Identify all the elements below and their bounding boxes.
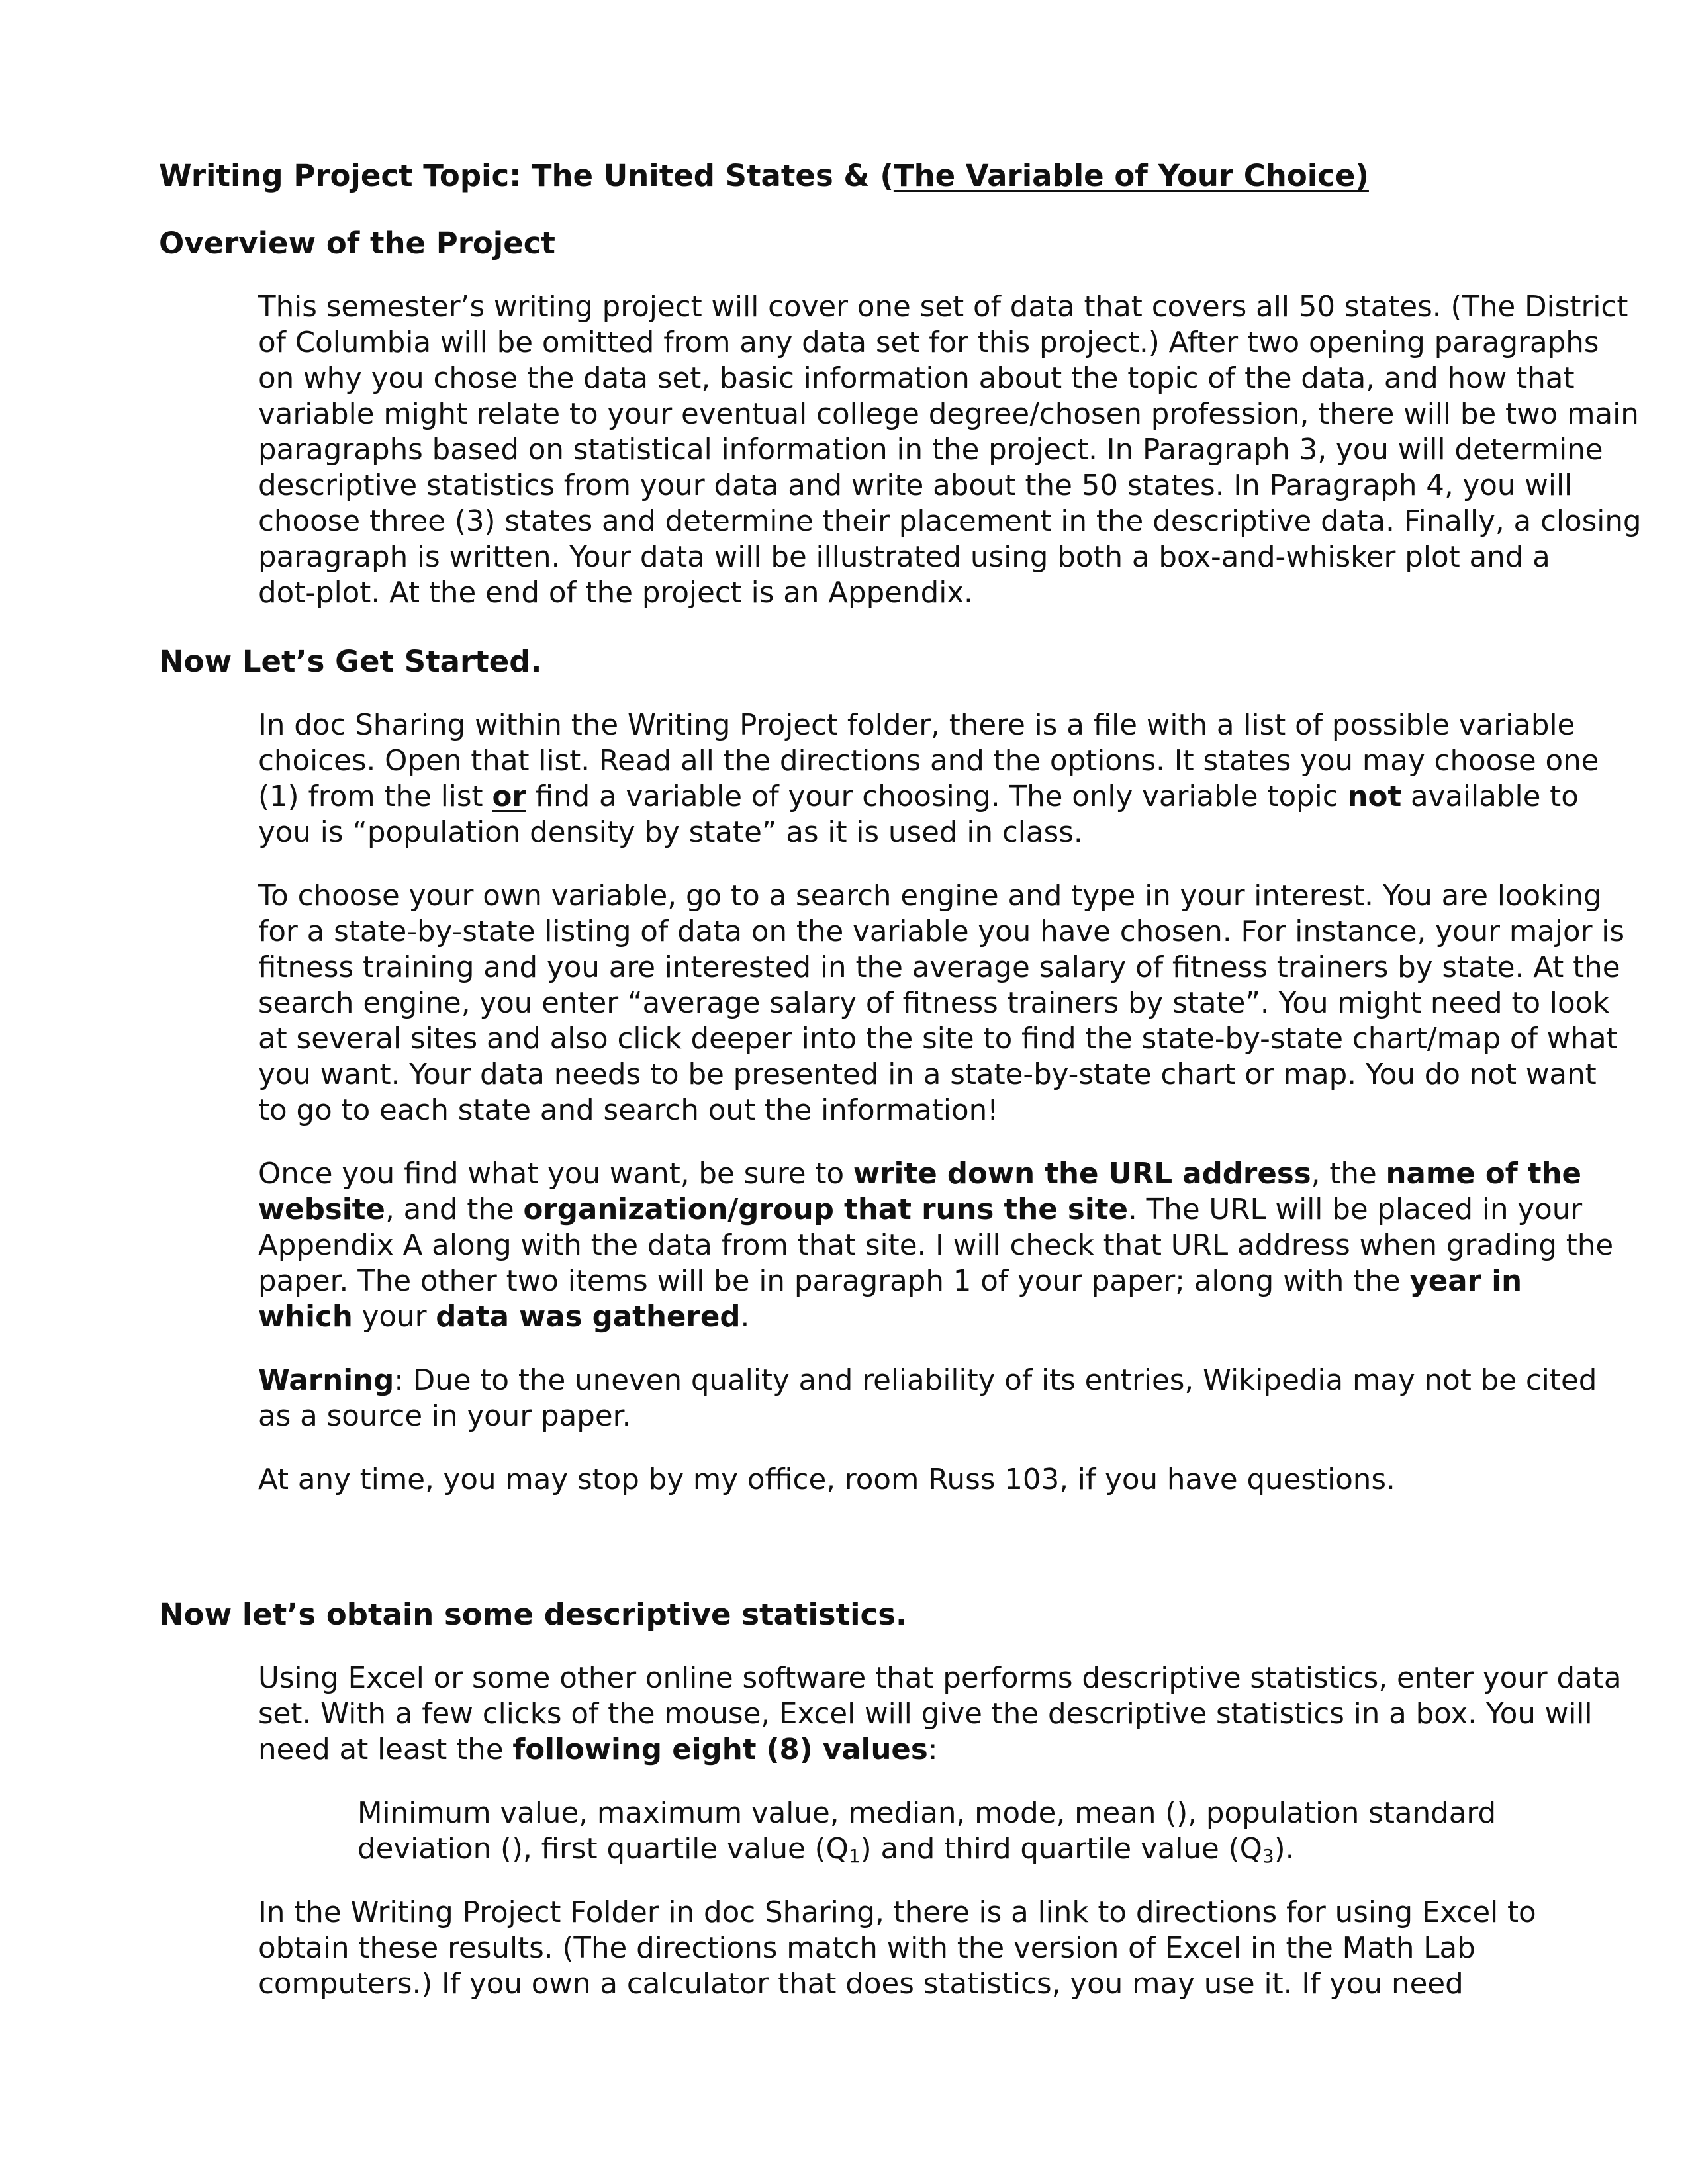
emphasis-org: organization/group that runs the site (523, 1193, 1129, 1226)
overview-line: of Columbia will be omitted from any data set for this project.) After two opening paragraphs (258, 326, 1599, 359)
stats-list-line: Minimum value, maximum value, median, mode, mean (), population standard (357, 1797, 1497, 1830)
warning-label: Warning (258, 1364, 395, 1397)
text-run: find a variable of your choosing. The only variable topic (526, 780, 1348, 813)
emphasis-url: write down the URL address (853, 1158, 1311, 1191)
warning-line: as a source in your paper. (258, 1400, 632, 1433)
started-p3-line (258, 1298, 749, 1336)
overview-line: on why you chose the data set, basic information about the topic of the data, and how that (258, 362, 1575, 395)
stats-p1-line (258, 1731, 937, 1768)
emphasis-eight-values: following eight (8) values (512, 1733, 928, 1766)
started-p1-line: you is “population density by state” as it is used in class. (258, 816, 1083, 849)
text-run: deviation (), first quartile value (Q (357, 1833, 849, 1866)
text-run: ) and third quartile value (Q (860, 1833, 1262, 1866)
q3-subscript: 3 (1262, 1845, 1274, 1867)
title-underlined: The Variable of Your Choice) (893, 158, 1369, 193)
overview-heading: Overview of the Project (159, 226, 555, 261)
started-p2-line: fitness training and you are interested in the average salary of fitness trainers by state. At the (258, 951, 1620, 984)
stats-list-line (357, 1831, 1294, 1868)
overview-line: paragraphs based on statistical information in the project. In Paragraph 3, you will determine (258, 433, 1603, 467)
stats-p2-line: In the Writing Project Folder in doc Sharing, there is a link to directions for using Excel to (258, 1896, 1536, 1929)
text-run: need at least the (258, 1733, 513, 1766)
q1-subscript: 1 (848, 1845, 861, 1867)
text-run: Once you find what you want, be sure to (258, 1158, 853, 1191)
emphasis-or: or (492, 780, 526, 813)
started-heading: Now Let’s Get Started. (159, 644, 542, 679)
emphasis-website: website (258, 1193, 385, 1226)
document-title (159, 158, 1369, 195)
overview-line: descriptive statistics from your data and write about the 50 states. In Paragraph 4, you will (258, 469, 1573, 502)
started-p2-line: To choose your own variable, go to a search engine and type in your interest. You are looking (258, 880, 1602, 913)
emphasis-which: which (258, 1300, 353, 1334)
started-p3-line (258, 1156, 1581, 1193)
text-run: : Due to the uneven quality and reliability of its entries, Wikipedia may not be cited (394, 1364, 1597, 1397)
started-p3-line (258, 1191, 1582, 1228)
office-line: At any time, you may stop by my office, room Russ 103, if you have questions. (258, 1463, 1395, 1496)
text-run: available to (1401, 780, 1579, 813)
overview-line: dot-plot. At the end of the project is an Appendix. (258, 576, 973, 610)
text-run: . (740, 1300, 750, 1334)
text-run: , the (1311, 1158, 1386, 1191)
overview-line: paragraph is written. Your data will be illustrated using both a box-and-whisker plot and a (258, 541, 1550, 574)
stats-p1-line: set. With a few clicks of the mouse, Excel will give the descriptive statistics in a box. You will (258, 1698, 1593, 1731)
stats-heading: Now let’s obtain some descriptive statistics. (159, 1597, 908, 1632)
started-p3-line: Appendix A along with the data from that site. I will check that URL address when grading the (258, 1229, 1614, 1262)
stats-p2-line: obtain these results. (The directions match with the version of Excel in the Math Lab (258, 1932, 1476, 1965)
emphasis-year: year in (1409, 1265, 1523, 1298)
title-prefix: Writing Project Topic: The United States & ( (159, 158, 894, 193)
text-run: , and the (385, 1193, 524, 1226)
text-run: ). (1274, 1833, 1295, 1866)
started-p1-line: choices. Open that list. Read all the directions and the options. It states you may choose one (258, 745, 1599, 778)
text-run: your (352, 1300, 436, 1334)
stats-p2-line: computers.) If you own a calculator that does statistics, you may use it. If you need (258, 1968, 1464, 2001)
warning-line (258, 1362, 1597, 1399)
started-p3-line (258, 1263, 1522, 1300)
text-run: (1) from the list (258, 780, 492, 813)
text-run: paper. The other two items will be in paragraph 1 of your paper; along with the (258, 1265, 1410, 1298)
started-p1-line (258, 778, 1579, 815)
text-run: . The URL will be placed in your (1128, 1193, 1583, 1226)
overview-line: This semester’s writing project will cover one set of data that covers all 50 states. (The District (258, 291, 1628, 324)
emphasis-not: not (1347, 780, 1402, 813)
started-p1-line: In doc Sharing within the Writing Project folder, there is a file with a list of possible variable (258, 709, 1575, 742)
overview-line: variable might relate to your eventual college degree/chosen profession, there will be two main (258, 398, 1639, 431)
started-p2-line: at several sites and also click deeper into the site to find the state-by-state chart/map of what (258, 1023, 1618, 1056)
started-p2-line: search engine, you enter “average salary of fitness trainers by state”. You might need to look (258, 987, 1610, 1020)
overview-line: choose three (3) states and determine their placement in the descriptive data. Finally, a closing (258, 505, 1642, 538)
emphasis-data: data was gathered (436, 1300, 741, 1334)
started-p2-line: you want. Your data needs to be presented in a state-by-state chart or map. You do not want (258, 1058, 1597, 1091)
stats-p1-line: Using Excel or some other online software that performs descriptive statistics, enter your data (258, 1662, 1622, 1695)
started-p2-line: for a state-by-state listing of data on the variable you have chosen. For instance, your major is (258, 915, 1625, 948)
text-run: : (927, 1733, 938, 1766)
started-p2-line: to go to each state and search out the information! (258, 1094, 999, 1127)
emphasis-name: name of the (1385, 1158, 1582, 1191)
